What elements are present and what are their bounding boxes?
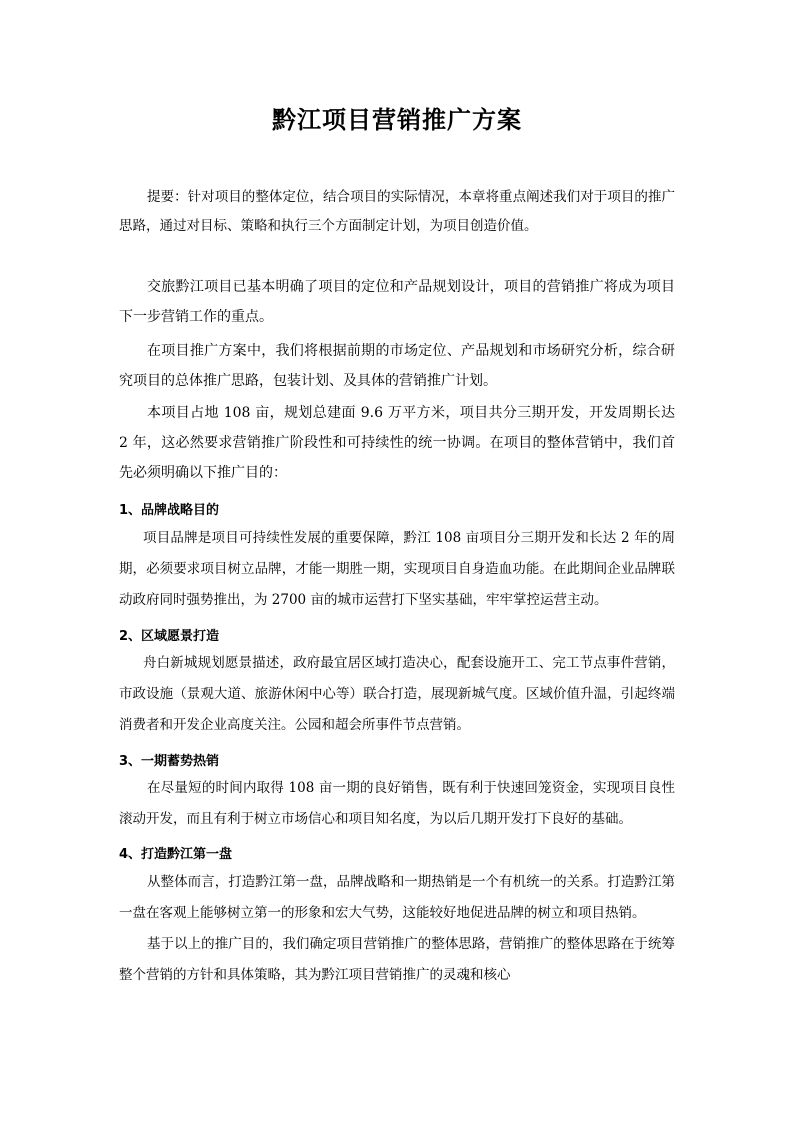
section-body: 从整体而言，打造黔江第一盘，品牌战略和一期热销是一个有机统一的关系。打造黔江第一盘在客观上能够树立第一的形象和宏大气势，这能较好地促进品牌的树立和项目热销。: [119, 874, 675, 921]
intro-paragraph: 在项目推广方案中，我们将根据前期的市场定位、产品规划和市场研究分析，综合研究项目的总体推广思路，包装计划、及具体的营销推广计划。: [119, 343, 675, 389]
section-heading: 2、区域愿景打造: [119, 629, 220, 644]
document-title: 黔江项目营销推广方案: [272, 106, 522, 134]
section-body: 在尽量短的时间内取得 108 亩一期的良好销售，既有利于快速回笼资金，实现项目良性滚动开发，而且有利于树立市场信心和项目知名度，为以后几期开发打下良好的基础。: [119, 780, 675, 827]
section-body: 舟白新城规划愿景描述，政府最宜居区域打造决心，配套设施开工、完工节点事件营销，市政设施（景观大道、旅游休闲中心等）联合打造，展现新城气度。区域价值升温，引起终端消费者和开发企业高度关注。公园和超会所事件节点营销。: [119, 655, 675, 733]
intro-paragraph: 交旅黔江项目已基本明确了项目的定位和产品规划设计，项目的营销推广将成为项目下一步营销工作的重点。: [119, 279, 675, 325]
section-heading: 3、一期蓄势热销: [119, 754, 220, 769]
section-heading: 1、品牌战略目的: [119, 503, 220, 518]
section-body: 项目品牌是项目可持续性发展的重要保障，黔江 108 亩项目分三期开发和长达 2 年的周期，必须要求项目树立品牌，才能一期胜一期，实现项目自身造血功能。在此期间企业品牌联动政府同时强势推出，为 2700 亩的城市运营打下坚实基础，牢牢掌控运营主动。: [119, 530, 675, 608]
section-heading: 4、打造黔江第一盘: [119, 847, 233, 862]
closing-paragraph: 基于以上的推广目的，我们确定项目营销推广的整体思路，营销推广的整体思路在于统筹整个营销的方针和具体策略，其为黔江项目营销推广的灵魂和核心: [119, 936, 675, 983]
abstract-paragraph: 提要：针对项目的整体定位，结合项目的实际情况，本章将重点阐述我们对于项目的推广思路，通过对目标、策略和执行三个方面制定计划，为项目创造价值。: [119, 189, 675, 234]
intro-paragraph: 本项目占地 108 亩，规划总建面 9.6 万平方米，项目共分三期开发，开发周期长达 2 年，这必然要求营销推广阶段性和可持续性的统一协调。在项目的整体营销中，我们首先必须明确以下推广目的：: [119, 405, 675, 481]
